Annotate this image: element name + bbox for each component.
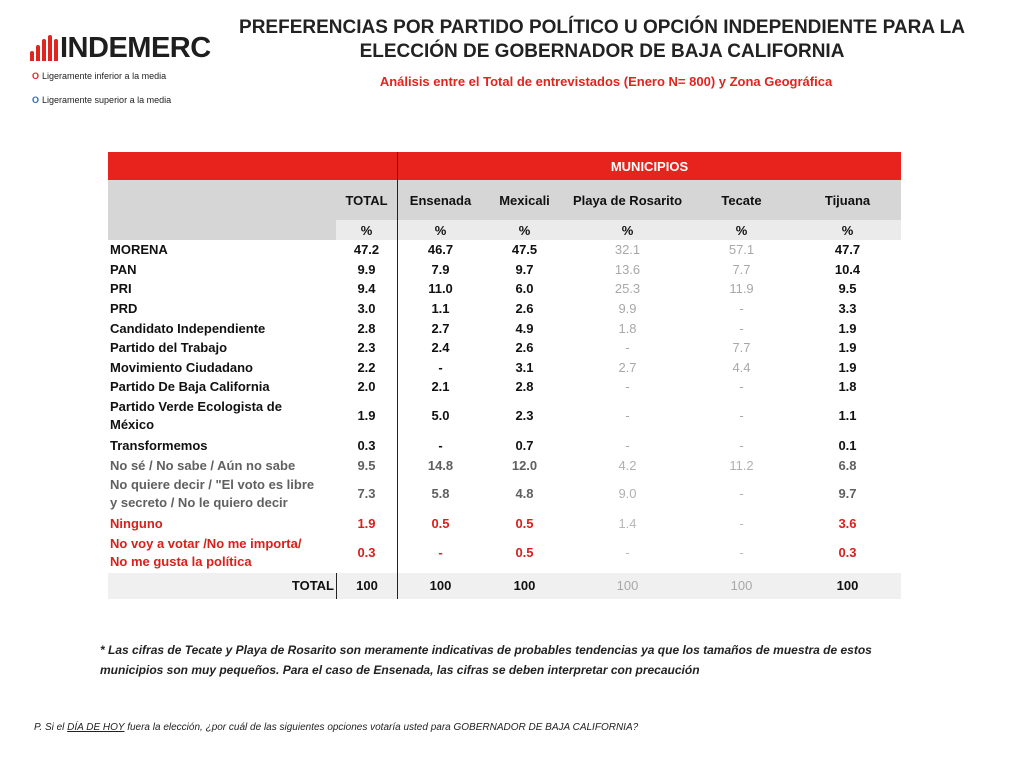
cell-tecate: - xyxy=(739,379,744,395)
cell-tijuana: 0.1 xyxy=(838,438,857,454)
table-row xyxy=(108,475,901,514)
cell-tijuana: 47.7 xyxy=(834,242,861,258)
cell-playa-de-rosarito: 1.4 xyxy=(618,516,637,532)
cell-tecate: 11.2 xyxy=(729,457,754,473)
cell-tecate: 4.4 xyxy=(732,359,751,375)
cell-total: 3.0 xyxy=(357,301,376,317)
cell-mexicali: 6.0 xyxy=(515,281,534,297)
cell-tecate: 7.7 xyxy=(732,340,751,356)
row-label: PRI xyxy=(110,281,132,297)
row-label-line1: No quiere decir / "El voto es libre xyxy=(110,477,315,493)
cell-tijuana: 3.6 xyxy=(838,516,857,532)
cell-ensenada: 46.7 xyxy=(397,240,483,260)
table-row xyxy=(108,338,901,358)
cell-mexicali: 100 xyxy=(483,573,566,599)
table-row xyxy=(108,318,901,338)
row-label xyxy=(108,397,336,436)
municipios-header: MUNICIPIOS xyxy=(397,152,901,180)
cell-mexicali: 2.6 xyxy=(515,340,534,356)
cell-ensenada: 11.0 xyxy=(397,279,483,299)
cell-tecate: - xyxy=(739,516,744,532)
row-label: PRD xyxy=(110,301,138,317)
total-row xyxy=(108,573,901,599)
row-label: Candidato Independiente xyxy=(110,320,266,336)
cell-ensenada: 2.1 xyxy=(397,377,483,397)
legend-above-text: Ligeramente superior a la media xyxy=(42,95,172,105)
cell-ensenada: 0.5 xyxy=(397,514,483,534)
cell-playa-de-rosarito: - xyxy=(625,379,630,395)
table-row xyxy=(108,240,901,260)
header-label-cell xyxy=(108,180,336,240)
cell-total: 9.5 xyxy=(357,457,376,473)
page-title-line1: PREFERENCIAS POR PARTIDO POLÍTICO U OPCIÓN INDEPENDIENTE PARA LA xyxy=(239,17,965,38)
cell-total: 0.3 xyxy=(357,545,376,561)
cell-tijuana: 9.5 xyxy=(838,281,857,297)
survey-question xyxy=(34,722,638,733)
col-header-mexicali: Mexicali xyxy=(483,180,566,220)
footnote xyxy=(100,640,940,680)
cell-tecate: 57.1 xyxy=(728,242,755,258)
row-label: Transformemos xyxy=(110,438,208,454)
legend-below-text: Ligeramente inferior a la media xyxy=(42,71,167,81)
cell-tijuana: 0.3 xyxy=(838,545,857,561)
row-label: Movimiento Ciudadano xyxy=(110,359,253,375)
cell-tijuana: 10.4 xyxy=(834,261,861,277)
cell-ensenada: 7.9 xyxy=(397,260,483,280)
cell-playa-de-rosarito: - xyxy=(625,408,630,424)
cell-tecate: 11.9 xyxy=(729,281,754,297)
cell-tijuana: 1.9 xyxy=(838,359,857,375)
results-table xyxy=(108,152,901,599)
row-label-line2: No me gusta la política xyxy=(110,554,252,570)
cell-total: 9.4 xyxy=(357,281,376,297)
footnote-line1: * Las cifras de Tecate y Playa de Rosarito son meramente indicativas de probables tendencias ya que los tamaños de muestra de estos xyxy=(100,643,872,657)
row-label-line2: y secreto / No le quiero decir xyxy=(110,495,288,511)
cell-mexicali: 9.7 xyxy=(515,261,534,277)
cell-mexicali: 47.5 xyxy=(511,242,538,258)
cell-total: 100 xyxy=(336,573,397,599)
cell-total: 2.3 xyxy=(357,340,376,356)
cell-tecate: - xyxy=(739,301,744,317)
page-title xyxy=(232,16,972,64)
cell-tecate: 100 xyxy=(689,573,794,599)
table-row xyxy=(108,377,901,397)
cell-mexicali: 3.1 xyxy=(515,359,534,375)
cell-tijuana: 1.1 xyxy=(838,408,857,424)
legend-blue-marker-icon: O xyxy=(32,95,40,105)
header-blank xyxy=(108,152,336,180)
row-label-line2: México xyxy=(110,417,155,433)
cell-tijuana: 3.3 xyxy=(838,301,857,317)
legend-below-average xyxy=(32,71,166,81)
logo-text: INDEMERC xyxy=(60,31,211,64)
cell-ensenada: 2.7 xyxy=(397,318,483,338)
cell-total: 2.0 xyxy=(357,379,376,395)
cell-mexicali: 12.0 xyxy=(511,457,538,473)
cell-playa-de-rosarito: 2.7 xyxy=(618,359,637,375)
cell-ensenada: - xyxy=(397,534,483,573)
cell-playa-de-rosarito: 4.2 xyxy=(618,457,637,473)
cell-mexicali: 2.6 xyxy=(515,301,534,317)
cell-total: 2.2 xyxy=(357,359,376,375)
col-header-tijuana: Tijuana xyxy=(794,180,901,220)
cell-tecate: - xyxy=(739,438,744,454)
pct-cell: % xyxy=(336,220,397,240)
page-subtitle: Análisis entre el Total de entrevistados (Enero N= 800) y Zona Geográfica xyxy=(379,74,833,89)
cell-total: 47.2 xyxy=(353,242,380,258)
table-row xyxy=(108,358,901,378)
cell-playa-de-rosarito: 25.3 xyxy=(614,281,641,297)
pct-cell: % xyxy=(794,220,901,240)
pct-cell: % xyxy=(397,220,483,240)
table-row xyxy=(108,514,901,534)
cell-tijuana: 1.8 xyxy=(838,379,857,395)
row-label xyxy=(108,475,336,514)
cell-tecate: - xyxy=(739,320,744,336)
row-label-line1: Partido Verde Ecologista de xyxy=(110,399,282,415)
header-blank-total xyxy=(336,152,397,180)
page-title-line2: ELECCIÓN DE GOBERNADOR DE BAJA CALIFORNIA xyxy=(359,41,845,62)
cell-ensenada: - xyxy=(397,358,483,378)
cell-total: 1.9 xyxy=(357,408,376,424)
row-label: Partido De Baja California xyxy=(110,379,270,395)
table-row xyxy=(108,279,901,299)
cell-total: 2.8 xyxy=(357,320,376,336)
row-label: No sé / No sabe / Aún no sabe xyxy=(110,457,296,473)
question-suffix: fuera la elección, ¿por cuál de las siguientes opciones votaría usted para GOBERNADOR DE BAJA CALIFORNIA? xyxy=(124,722,639,733)
logo-bars-icon xyxy=(30,35,58,61)
cell-ensenada: - xyxy=(397,436,483,456)
cell-total: 7.3 xyxy=(357,486,376,502)
cell-ensenada: 1.1 xyxy=(397,299,483,319)
question-prefix: P. Si el xyxy=(34,722,68,733)
cell-playa-de-rosarito: 1.8 xyxy=(618,320,637,336)
cell-playa-de-rosarito: 100 xyxy=(566,573,689,599)
cell-total: 0.3 xyxy=(357,438,376,454)
question-underlined: DÍA DE HOY xyxy=(67,722,125,733)
cell-mexicali: 0.5 xyxy=(515,545,534,561)
cell-tecate: - xyxy=(739,408,744,424)
table-row xyxy=(108,534,901,573)
cell-playa-de-rosarito: 9.0 xyxy=(618,486,637,502)
cell-mexicali: 0.7 xyxy=(515,438,534,454)
cell-mexicali: 2.3 xyxy=(515,408,534,424)
cell-mexicali: 4.9 xyxy=(515,320,534,336)
table-row xyxy=(108,436,901,456)
footnote-line2: municipios son muy pequeños. Para el caso de Ensenada, las cifras se deben interpretar con precaución xyxy=(100,663,700,677)
cell-playa-de-rosarito: - xyxy=(625,438,630,454)
col-header-total: TOTAL xyxy=(336,180,397,220)
table-row xyxy=(108,260,901,280)
row-label: MORENA xyxy=(110,242,168,258)
pct-cell: % xyxy=(566,220,689,240)
cell-tijuana: 100 xyxy=(794,573,901,599)
cell-ensenada: 5.8 xyxy=(397,475,483,514)
cell-total: 1.9 xyxy=(357,516,376,532)
total-row-label: TOTAL xyxy=(108,573,336,599)
cell-ensenada: 14.8 xyxy=(397,455,483,475)
cell-tecate: - xyxy=(739,545,744,561)
cell-total: 9.9 xyxy=(357,261,376,277)
cell-mexicali: 2.8 xyxy=(515,379,534,395)
cell-tijuana: 6.8 xyxy=(838,457,857,473)
table-row xyxy=(108,299,901,319)
indemerc-logo xyxy=(30,28,210,68)
row-label xyxy=(108,534,336,573)
cell-playa-de-rosarito: 9.9 xyxy=(618,301,637,317)
col-header-playa-de-rosarito: Playa de Rosarito xyxy=(566,180,689,220)
cell-tijuana: 9.7 xyxy=(838,486,857,502)
cell-mexicali: 4.8 xyxy=(515,486,534,502)
cell-ensenada: 2.4 xyxy=(397,338,483,358)
cell-mexicali: 0.5 xyxy=(515,516,534,532)
table-row xyxy=(108,455,901,475)
col-header-ensenada: Ensenada xyxy=(397,180,483,220)
pct-cell: % xyxy=(689,220,794,240)
cell-playa-de-rosarito: - xyxy=(625,340,630,356)
cell-tecate: - xyxy=(739,486,744,502)
cell-playa-de-rosarito: 32.1 xyxy=(614,242,641,258)
row-label: PAN xyxy=(110,261,137,277)
row-label-line1: No voy a votar /No me importa/ xyxy=(110,536,302,552)
legend-above-average xyxy=(32,95,171,105)
row-label: Partido del Trabajo xyxy=(110,340,228,356)
cell-tijuana: 1.9 xyxy=(838,320,857,336)
table-row xyxy=(108,397,901,436)
cell-tijuana: 1.9 xyxy=(838,340,857,356)
cell-tecate: 7.7 xyxy=(732,261,751,277)
legend-red-marker-icon: O xyxy=(32,71,40,81)
cell-ensenada: 100 xyxy=(397,573,483,599)
cell-playa-de-rosarito: - xyxy=(625,545,630,561)
cell-ensenada: 5.0 xyxy=(397,397,483,436)
column-header-row xyxy=(108,180,901,220)
row-label: Ninguno xyxy=(110,516,163,532)
col-header-tecate: Tecate xyxy=(689,180,794,220)
pct-cell: % xyxy=(483,220,566,240)
group-header-row xyxy=(108,152,901,180)
cell-playa-de-rosarito: 13.6 xyxy=(614,261,641,277)
